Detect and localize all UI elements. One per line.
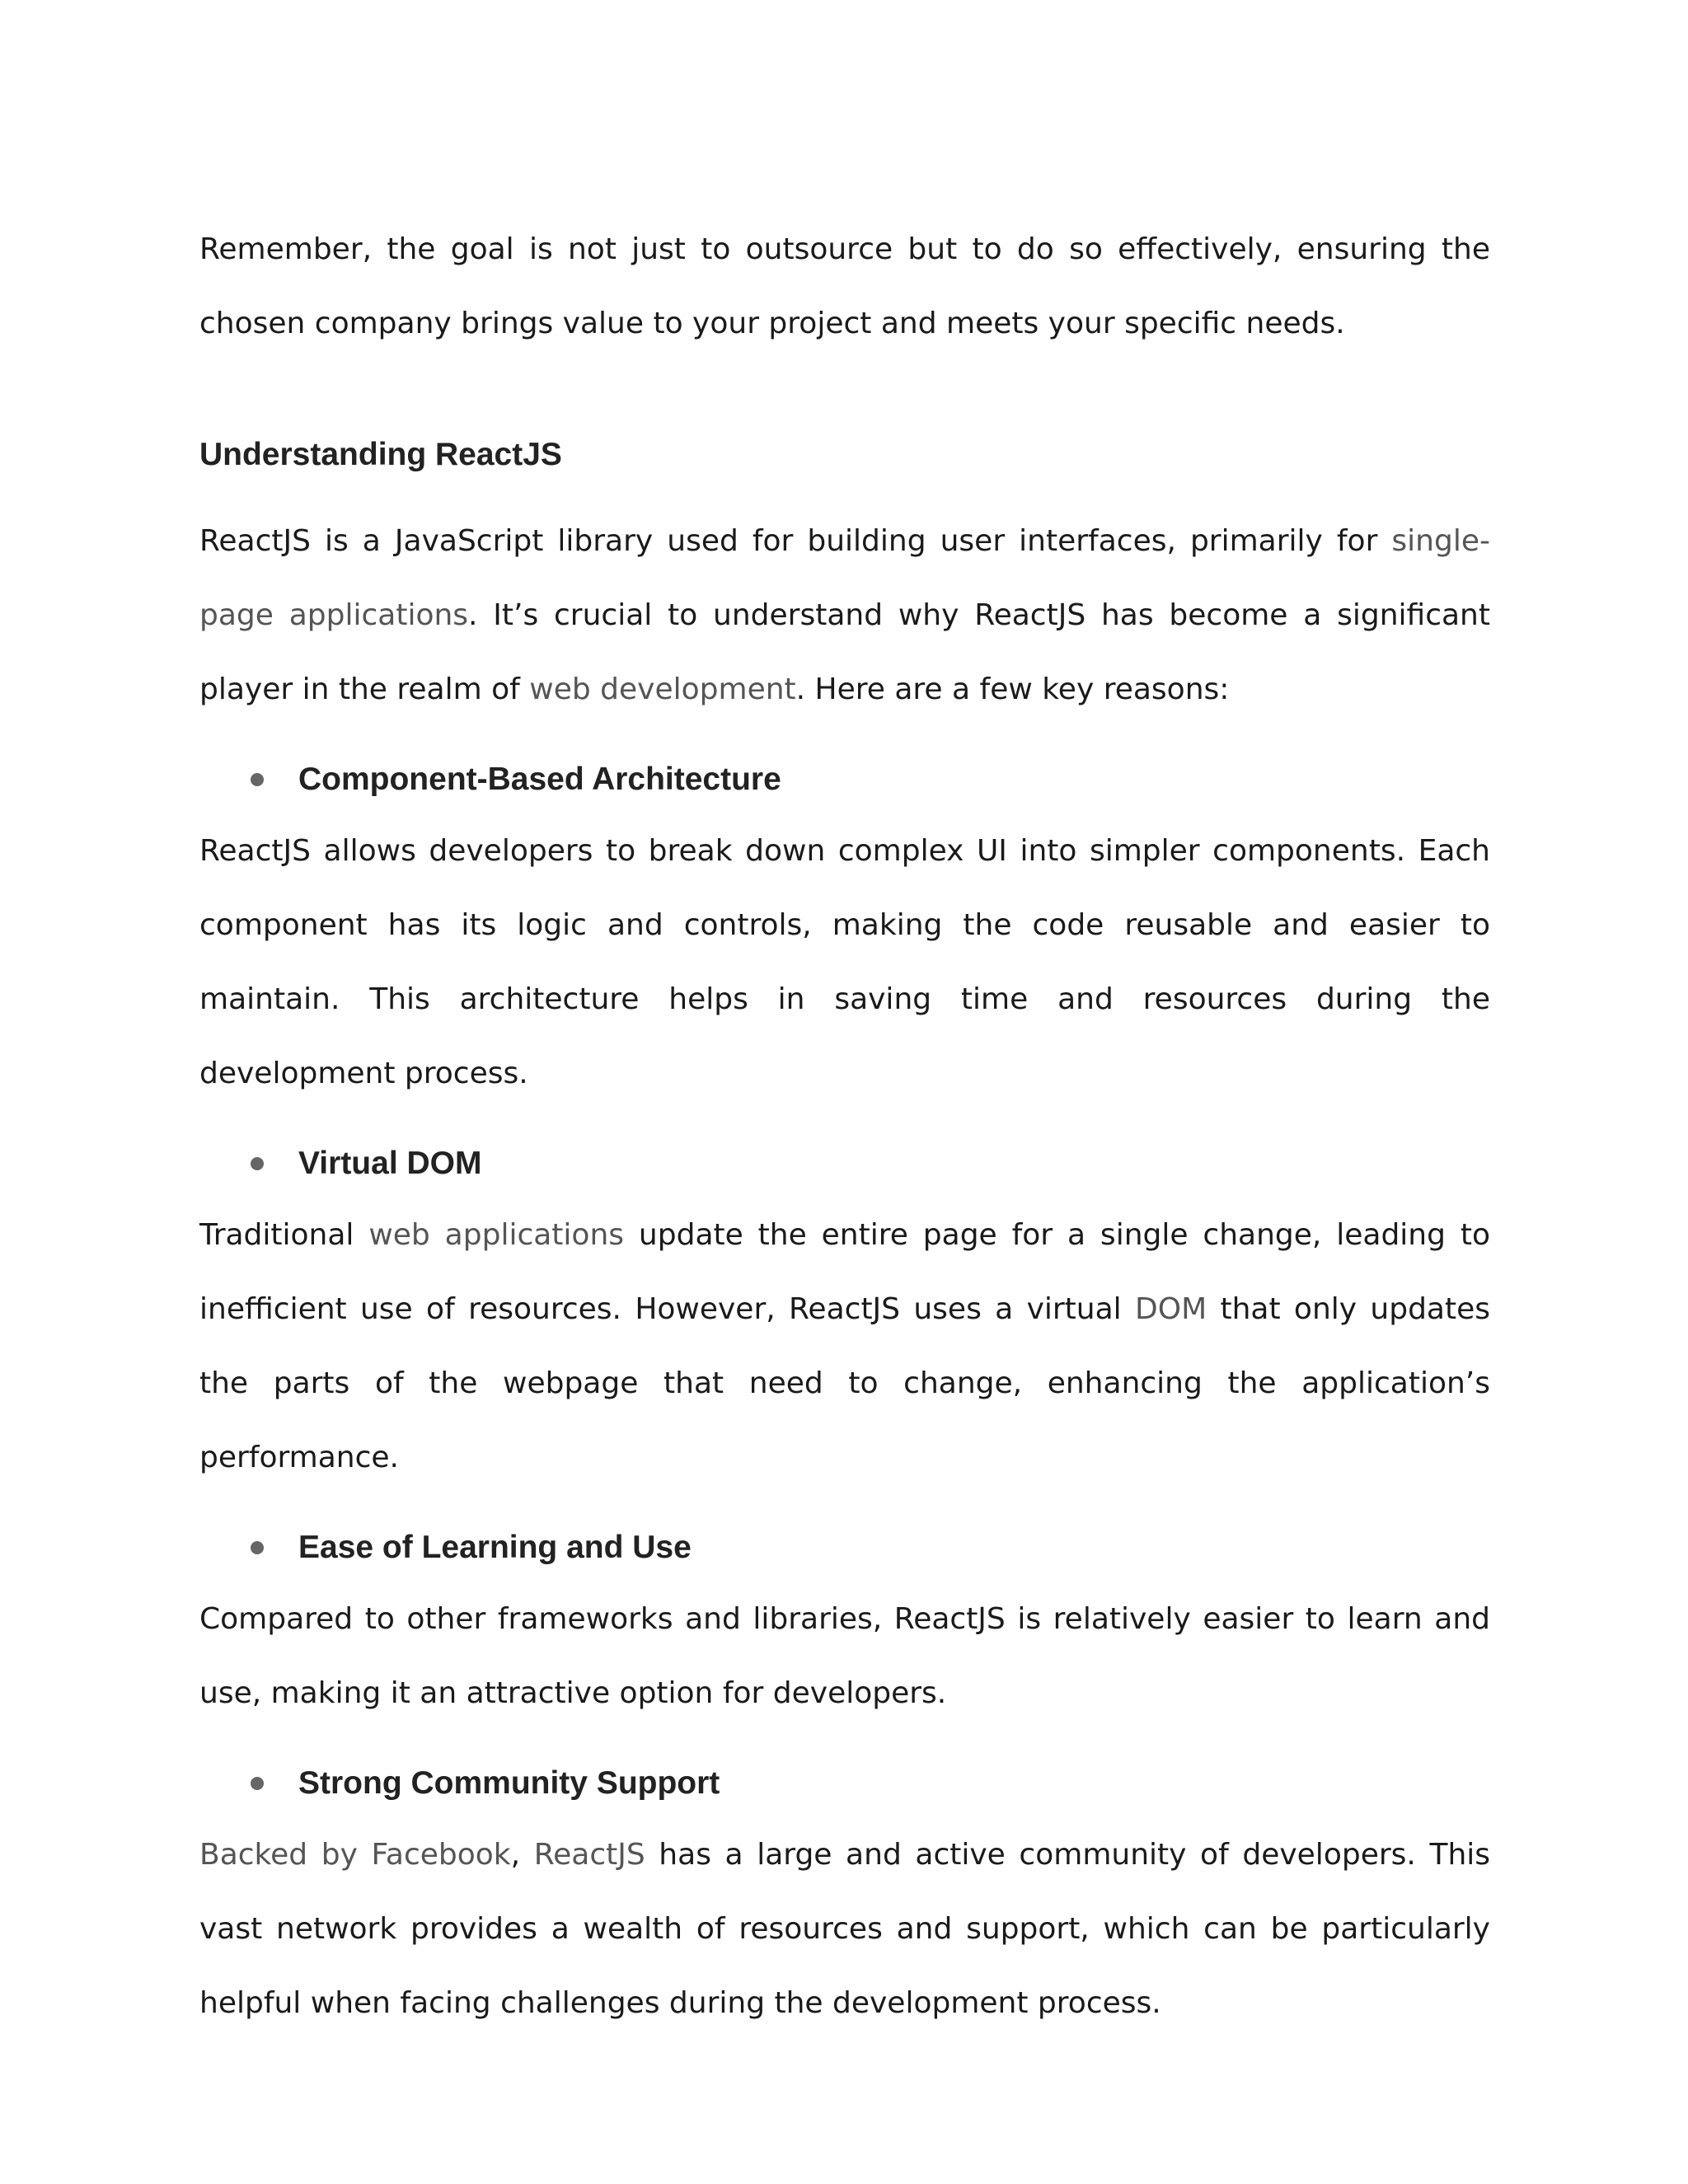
bullet-dot-icon — [251, 773, 264, 786]
bullet-dot-icon — [251, 1541, 264, 1554]
virtual-dom-text-3: that only updates the parts of the webpage that need to change, enhancing the application’s performance. — [199, 1292, 1491, 1474]
dom-link[interactable]: DOM — [1135, 1292, 1207, 1326]
bullet-heading: Component-Based Architecture — [298, 762, 781, 797]
reactjs-intro-text-3: . Here are a few key reasons: — [795, 673, 1230, 706]
single-page-applications-link[interactable]: single-page applications — [199, 524, 1490, 632]
component-based-paragraph: ReactJS allows developers to break down complex UI into simpler components. Each component has its logic and controls, making the code reusable and easier to maintain. This architecture helps in saving time and resources during the development process. — [199, 834, 1490, 1090]
bullet-heading: Ease of Learning and Use — [298, 1530, 692, 1565]
virtual-dom-paragraph — [199, 1198, 1490, 1495]
reactjs-intro-text-2: . It’s crucial to understand why ReactJS has become a significant player in the realm of — [199, 598, 1490, 706]
web-applications-link[interactable]: web applications — [368, 1218, 625, 1252]
reactjs-intro-paragraph — [199, 504, 1490, 727]
bullet-item-community-support — [199, 1759, 1490, 1808]
bullet-dot-icon — [251, 1157, 264, 1170]
virtual-dom-text-2: update the entire page for a single change, leading to inefficient use of resources. However, ReactJS uses a virtual — [199, 1218, 1490, 1326]
web-development-link[interactable]: web development — [529, 673, 796, 706]
community-text-1: , — [510, 1838, 534, 1872]
reactjs-intro-text-1: ReactJS is a JavaScript library used for building user interfaces, primarily for — [199, 524, 1392, 558]
bullet-item-virtual-dom — [199, 1139, 1490, 1188]
bullet-heading: Strong Community Support — [298, 1765, 720, 1801]
virtual-dom-text-1: Traditional — [199, 1218, 369, 1252]
section-heading: Understanding ReactJS — [199, 437, 562, 472]
community-support-paragraph — [199, 1818, 1490, 2041]
intro-paragraph: Remember, the goal is not just to outsource but to do so effectively, ensuring the chosen company brings value to your project and meets your specific needs. — [199, 232, 1490, 340]
ease-of-learning-paragraph: Compared to other frameworks and libraries, ReactJS is relatively easier to learn and use, making it an attractive option for developers. — [199, 1602, 1490, 1710]
document-page — [199, 213, 1490, 2041]
bullet-item-component-based — [199, 755, 1490, 804]
backed-by-facebook-link[interactable]: Backed by Facebook — [199, 1838, 511, 1872]
reactjs-link[interactable]: ReactJS — [533, 1838, 645, 1872]
community-text-2: has a large and active community of developers. This vast network provides a wealth of resources and support, which can be particularly helpful when facing challenges during the development process. — [199, 1838, 1491, 2020]
bullet-heading: Virtual DOM — [298, 1146, 482, 1181]
bullet-dot-icon — [251, 1777, 264, 1790]
bullet-item-ease-of-learning — [199, 1523, 1490, 1572]
